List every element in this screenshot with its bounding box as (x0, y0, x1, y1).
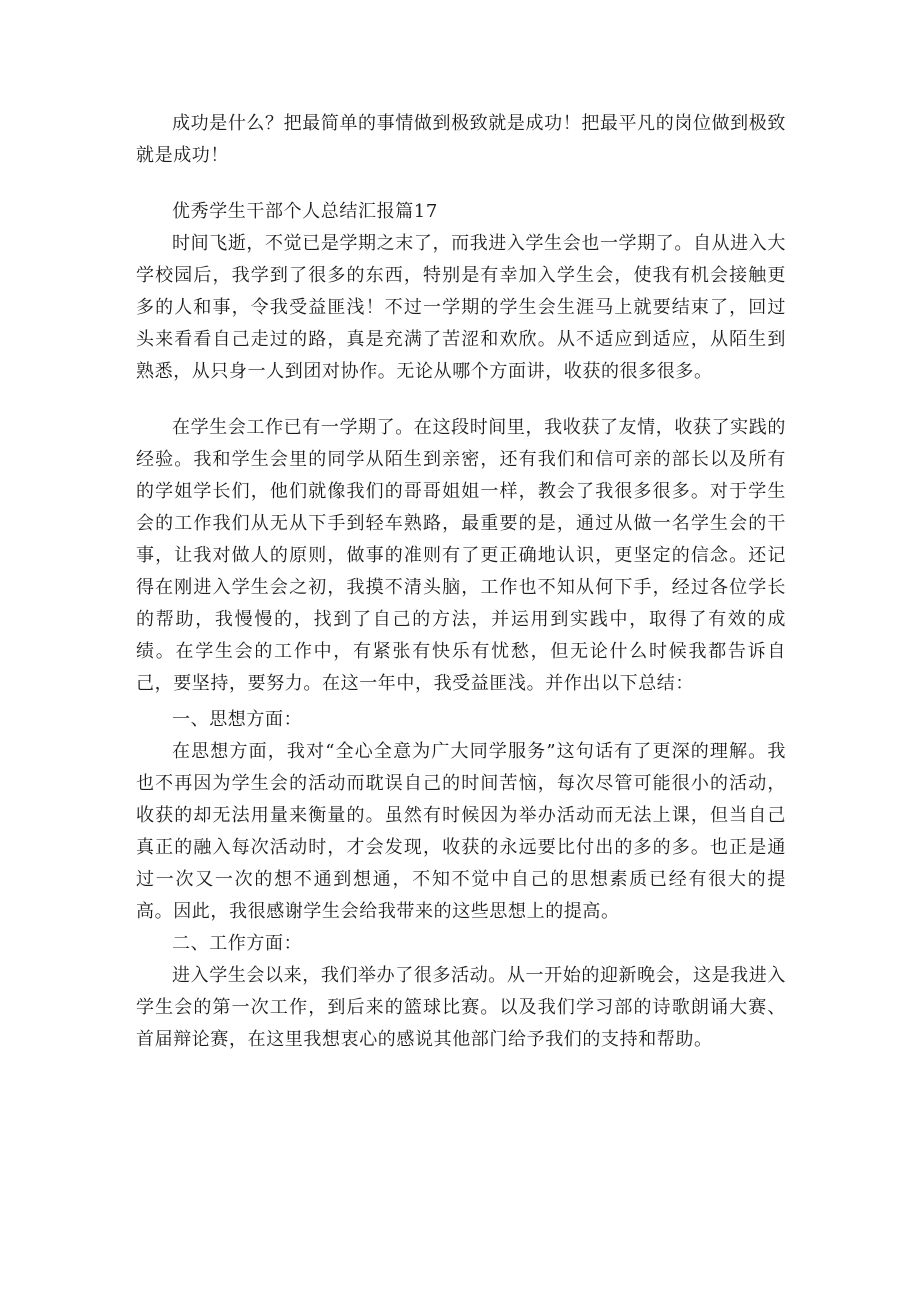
body-paragraph: 在学生会工作已有一学期了。在这段时间里，我收获了友情，收获了实践的经验。我和学生会里的同学从陌生到亲密，还有我们和信可亲的部长以及所有的学姐学长们，他们就像我们的哥哥姐姐一样，教会了我很多很多。对于学生会的工作我们从无从下手到轻车熟路，最重要的是，通过从做一名学生会的干事，让我对做人的原则，做事的准则有了更正确地认识，更坚定的信念。还记得在刚进入学生会之初，我摸不清头脑，工作也不知从何下手，经过各位学长的帮助，我慢慢的，找到了自己的方法，并运用到实践中，取得了有效的成绩。在学生会的工作中，有紧张有快乐有忧愁，但无论什么时候我都告诉自己，要坚持，要努力。在这一年中，我受益匪浅。并作出以下总结： (136, 417, 786, 694)
section-title: 优秀学生干部个人总结汇报篇17 (172, 201, 438, 222)
body-paragraph: 时间飞逝，不觉已是学期之末了，而我进入学生会也一学期了。自从进入大学校园后，我学到了很多的东西，特别是有幸加入学生会，使我有机会接触更多的人和事，令我受益匪浅！不过一学期的学生会生涯马上就要结束了，回过头来看看自己走过的路，真是充满了苦涩和欢欣。从不适应到适应，从陌生到熟悉，从只身一人到团对协作。无论从哪个方面讲，收获的很多很多。 (136, 233, 786, 382)
document-body (136, 108, 786, 1056)
section-body-thought: 在思想方面，我对“全心全意为广大同学服务”这句话有了更深的理解。我也不再因为学生会的活动而耽误自己的时间苦恼，每次尽管可能很小的活动，收获的却无法用量来衡量的。虽然有时候因为举办活动而无法上课，但当自己真正的融入每次活动时，才会发现，收获的永远要比付出的多的多。也正是通过一次又一次的想不通到想通，不知不觉中自己的思想素质已经有很大的提高。因此，我很感谢学生会给我带来的这些思想上的提高。 (136, 741, 786, 922)
section-heading-thought: 一、思想方面： (172, 709, 303, 730)
intro-paragraph: 成功是什么？把最简单的事情做到极致就是成功！把最平凡的岗位做到极致就是成功！ (136, 113, 786, 166)
section-heading-work: 二、工作方面： (172, 933, 303, 954)
section-body-work: 进入学生会以来，我们举办了很多活动。从一开始的迎新晚会，这是我进入学生会的第一次工作，到后来的篮球比赛。以及我们学习部的诗歌朗诵大赛、首届辩论赛，在这里我想衷心的感说其他部门给予我们的支持和帮助。 (136, 965, 786, 1050)
